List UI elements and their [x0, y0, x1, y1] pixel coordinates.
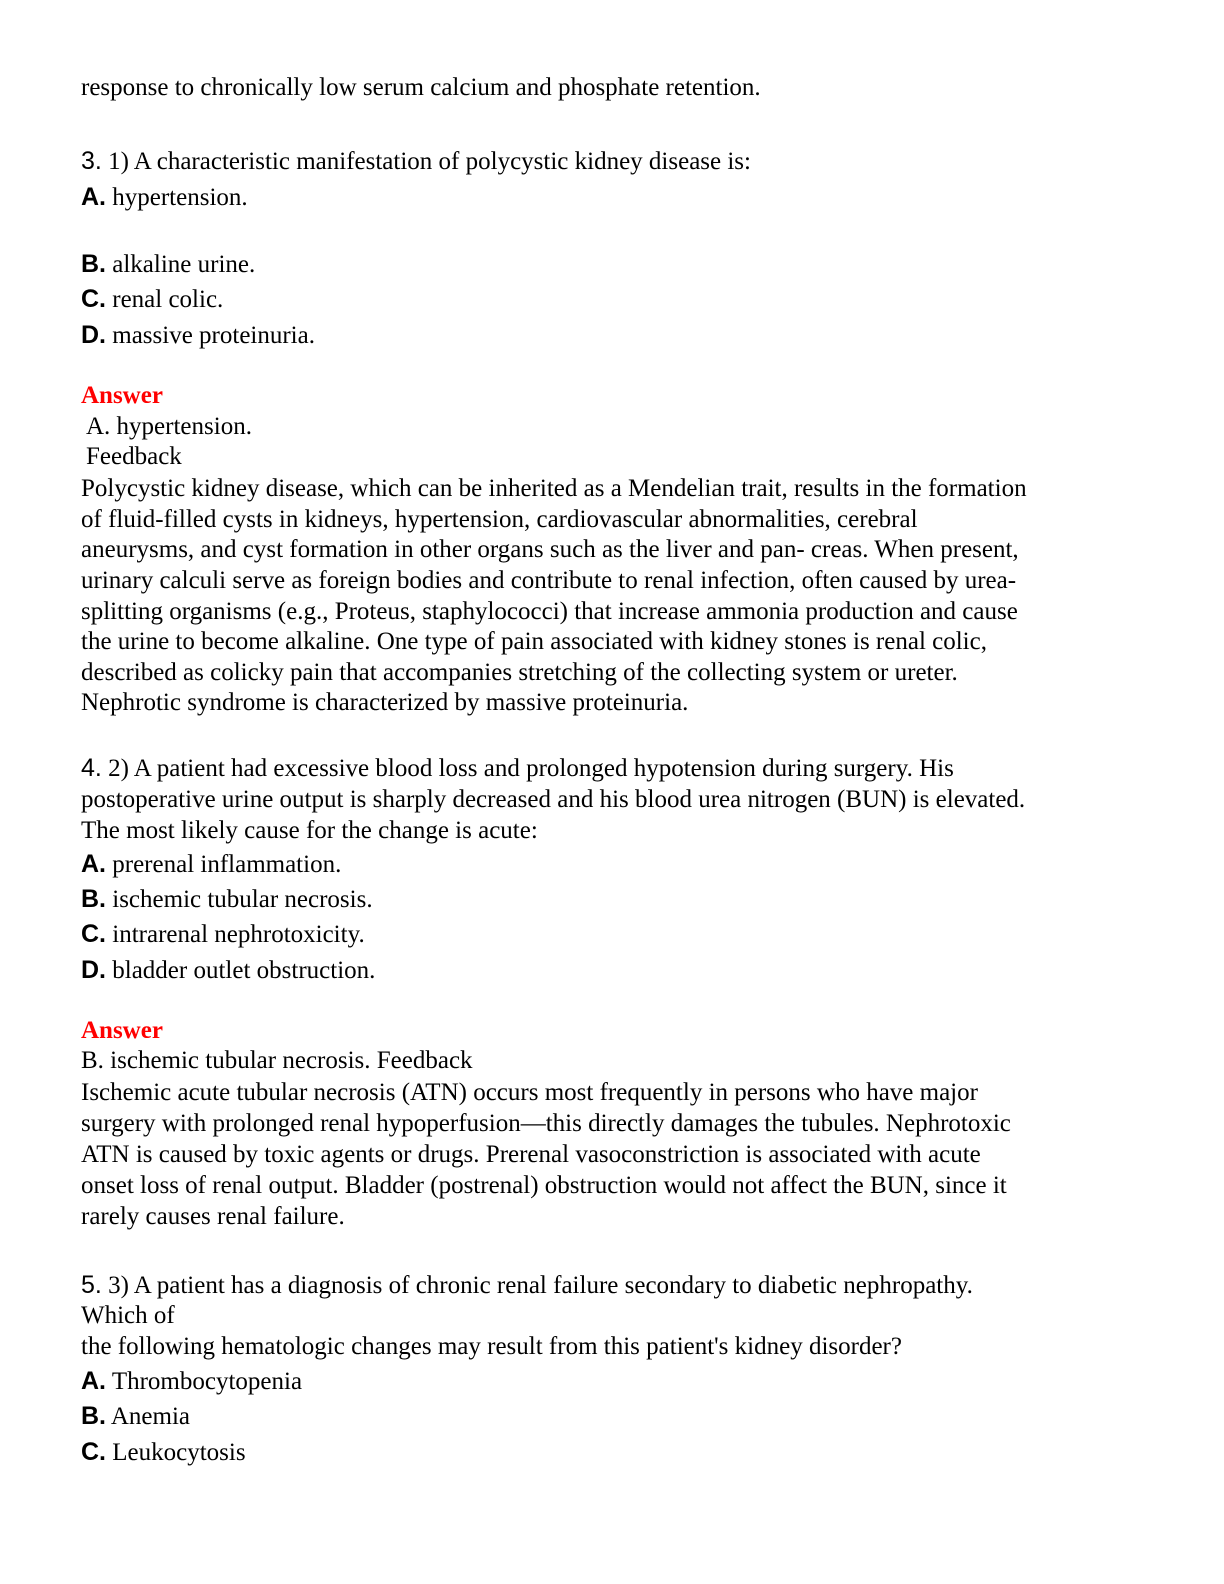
option-d	[81, 320, 315, 351]
option-text: bladder outlet obstruction.	[112, 957, 376, 984]
question-5-prompt	[81, 1270, 973, 1301]
question-text-line: The most likely cause for the change is acute:	[81, 817, 538, 844]
question-text-line: Which of	[81, 1302, 175, 1329]
question-number: 5.	[81, 1271, 102, 1299]
option-a	[81, 849, 341, 880]
option-letter: B.	[81, 885, 106, 913]
option-letter: C.	[81, 285, 106, 313]
answer-text: B. ischemic tubular necrosis. Feedback	[81, 1047, 473, 1074]
option-text: prerenal inflammation.	[112, 851, 342, 878]
option-text: massive proteinuria.	[112, 322, 315, 349]
option-text: Thrombocytopenia	[111, 1368, 303, 1395]
option-c	[81, 284, 223, 315]
option-letter: D.	[81, 956, 106, 984]
answer-text: A. hypertension.	[86, 413, 252, 440]
option-a	[81, 182, 248, 213]
feedback-line: Nephrotic syndrome is characterized by massive proteinuria.	[81, 689, 689, 716]
question-number: 3.	[81, 147, 102, 175]
feedback-line: splitting organisms (e.g., Proteus, staphylococci) that increase ammonia production and cause	[81, 598, 1018, 625]
option-letter: A.	[81, 850, 106, 878]
question-text: 1) A characteristic manifestation of polycystic kidney disease is:	[108, 148, 751, 175]
question-text: 2) A patient had excessive blood loss and prolonged hypotension during surgery. His	[108, 755, 954, 782]
option-text: Leukocytosis	[112, 1439, 246, 1466]
option-text: renal colic.	[112, 286, 224, 313]
option-text: intrarenal nephrotoxicity.	[112, 921, 365, 948]
option-b	[81, 884, 373, 915]
option-a	[81, 1366, 302, 1397]
option-letter: B.	[81, 250, 106, 278]
option-letter: C.	[81, 920, 106, 948]
option-text: hypertension.	[112, 184, 248, 211]
option-b	[81, 249, 255, 280]
option-letter: A.	[81, 183, 106, 211]
answer-label: Answer	[81, 1017, 163, 1044]
question-text-line: the following hematologic changes may result from this patient's kidney disorder?	[81, 1333, 902, 1360]
option-d	[81, 955, 375, 986]
option-letter: D.	[81, 321, 106, 349]
feedback-line: the urine to become alkaline. One type of pain associated with kidney stones is renal colic,	[81, 628, 987, 655]
feedback-line: aneurysms, and cyst formation in other organs such as the liver and pan- creas. When present,	[81, 536, 1019, 563]
option-letter: C.	[81, 1438, 106, 1466]
feedback-line: urinary calculi serve as foreign bodies and contribute to renal infection, often caused by urea-	[81, 567, 1017, 594]
feedback-line: surgery with prolonged renal hypoperfusion—this directly damages the tubules. Nephrotoxic	[81, 1110, 1011, 1137]
question-text: 3) A patient has a diagnosis of chronic renal failure secondary to diabetic nephropathy.	[108, 1272, 973, 1299]
answer-label: Answer	[81, 382, 163, 409]
question-number: 4.	[81, 754, 102, 782]
option-b	[81, 1401, 190, 1432]
question-3-prompt	[81, 146, 751, 177]
feedback-line: onset loss of renal output. Bladder (postrenal) obstruction would not affect the BUN, since it	[81, 1172, 1007, 1199]
option-text: Anemia	[110, 1403, 191, 1430]
feedback-line: of fluid-filled cysts in kidneys, hypertension, cardiovascular abnormalities, cerebral	[81, 506, 918, 533]
option-text: ischemic tubular necrosis.	[112, 886, 373, 913]
option-text: alkaline urine.	[112, 251, 256, 278]
question-text-line: postoperative urine output is sharply decreased and his blood urea nitrogen (BUN) is elevated.	[81, 786, 1026, 813]
feedback-line: rarely causes renal failure.	[81, 1203, 345, 1230]
option-c	[81, 919, 365, 950]
option-letter: B.	[81, 1402, 106, 1430]
feedback-line: described as colicky pain that accompanies stretching of the collecting system or ureter.	[81, 659, 958, 686]
intro-line: response to chronically low serum calcium and phosphate retention.	[81, 74, 761, 101]
feedback-line: Ischemic acute tubular necrosis (ATN) occurs most frequently in persons who have major	[81, 1079, 978, 1106]
option-c	[81, 1437, 246, 1468]
question-4-prompt	[81, 753, 954, 784]
feedback-label: Feedback	[86, 443, 182, 470]
feedback-line: Polycystic kidney disease, which can be inherited as a Mendelian trait, results in the formation	[81, 475, 1027, 502]
feedback-line: ATN is caused by toxic agents or drugs. Prerenal vasoconstriction is associated with acute	[81, 1141, 981, 1168]
option-letter: A.	[81, 1367, 106, 1395]
